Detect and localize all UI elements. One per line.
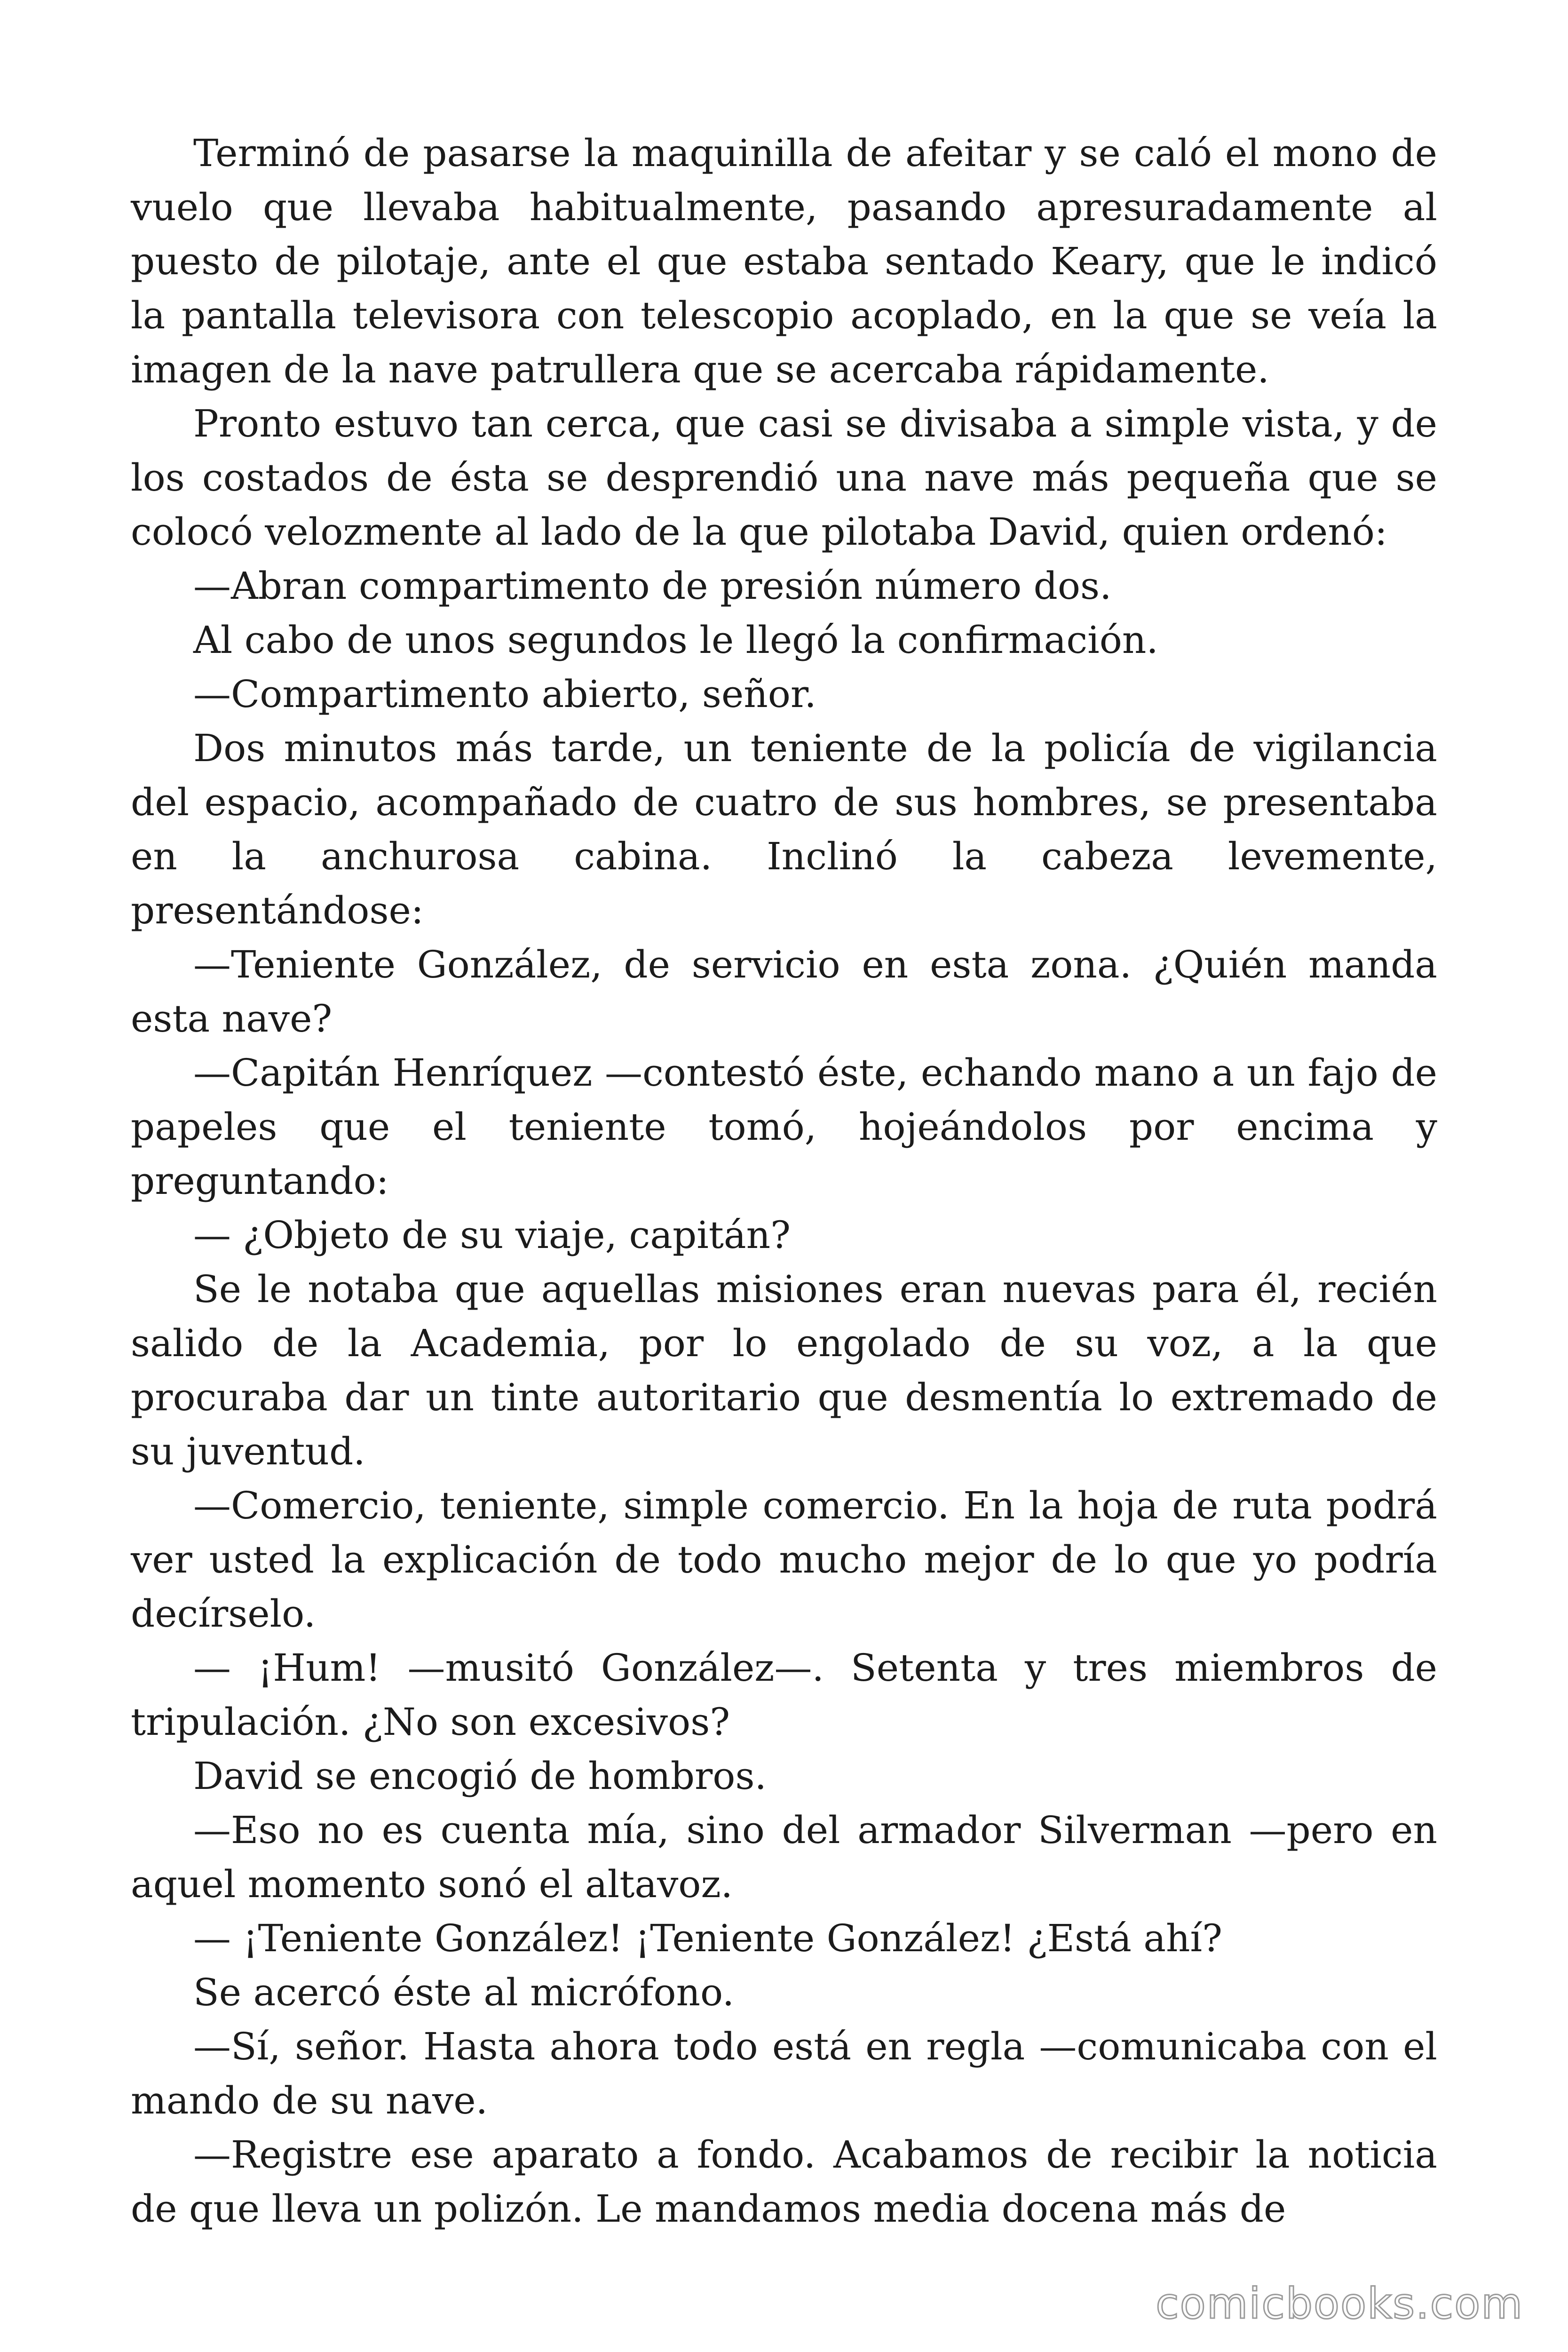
paragraph: —Abran compartimento de presión número dos.	[193, 564, 1112, 608]
paragraph: —Registre ese aparato a fondo. Acabamos de recibir la noticia de que lleva un polizón. Le mandamos media docena más de	[131, 2133, 1437, 2231]
paragraph: — ¿Objeto de su viaje, capitán?	[193, 1213, 791, 1257]
body-text	[131, 126, 1437, 2236]
paragraph: —Eso no es cuenta mía, sino del armador Silverman —pero en aquel momento sonó el altavoz.	[131, 1808, 1437, 1906]
paragraph: Al cabo de unos segundos le llegó la confirmación.	[193, 618, 1158, 662]
paragraph: — ¡Teniente González! ¡Teniente González! ¿Está ahí?	[193, 1916, 1223, 1960]
paragraph: —Comercio, teniente, simple comercio. En la hoja de ruta podrá ver usted la explicación de todo mucho mejor de lo que yo podría decírselo.	[131, 1484, 1437, 1636]
paragraph: —Compartimento abierto, señor.	[193, 672, 816, 716]
paragraph: David se encogió de hombros.	[193, 1754, 767, 1798]
paragraph: —Sí, señor. Hasta ahora todo está en regla —comunicaba con el mando de su nave.	[131, 2025, 1437, 2122]
watermark: comicbooks.com	[1156, 2279, 1523, 2328]
paragraph: —Teniente González, de servicio en esta zona. ¿Quién manda esta nave?	[131, 943, 1437, 1041]
paragraph: — ¡Hum! —musitó González—. Setenta y tres miembros de tripulación. ¿No son excesivos?	[131, 1646, 1437, 1744]
paragraph: Dos minutos más tarde, un teniente de la policía de vigilancia del espacio, acompañado de cuatro de sus hombres, se presentaba en la anchurosa cabina. Inclinó la cabeza levemente, presentándose:	[131, 726, 1437, 932]
paragraph: Pronto estuvo tan cerca, que casi se divisaba a simple vista, y de los costados de ésta se desprendió una nave más pequeña que se colocó velozmente al lado de la que pilotaba David, quien ordenó:	[131, 402, 1437, 554]
paragraph: Se acercó éste al micrófono.	[193, 1971, 735, 2014]
paragraph: —Capitán Henríquez —contestó éste, echando mano a un fajo de papeles que el teniente tomó, hojeándolos por encima y preguntando:	[131, 1051, 1437, 1203]
paragraph: Se le notaba que aquellas misiones eran nuevas para él, recién salido de la Academia, por lo engolado de su voz, a la que procuraba dar un tinte autoritario que desmentía lo extremado de su juventud.	[131, 1267, 1437, 1473]
paragraph: Terminó de pasarse la maquinilla de afeitar y se caló el mono de vuelo que llevaba habitualmente, pasando apresuradamente al puesto de pilotaje, ante el que estaba sentado Keary, que le indicó la pantalla televisora con telescopio acoplado, en la que se veía la imagen de la nave patrullera que se acercaba rápidamente.	[131, 131, 1437, 391]
